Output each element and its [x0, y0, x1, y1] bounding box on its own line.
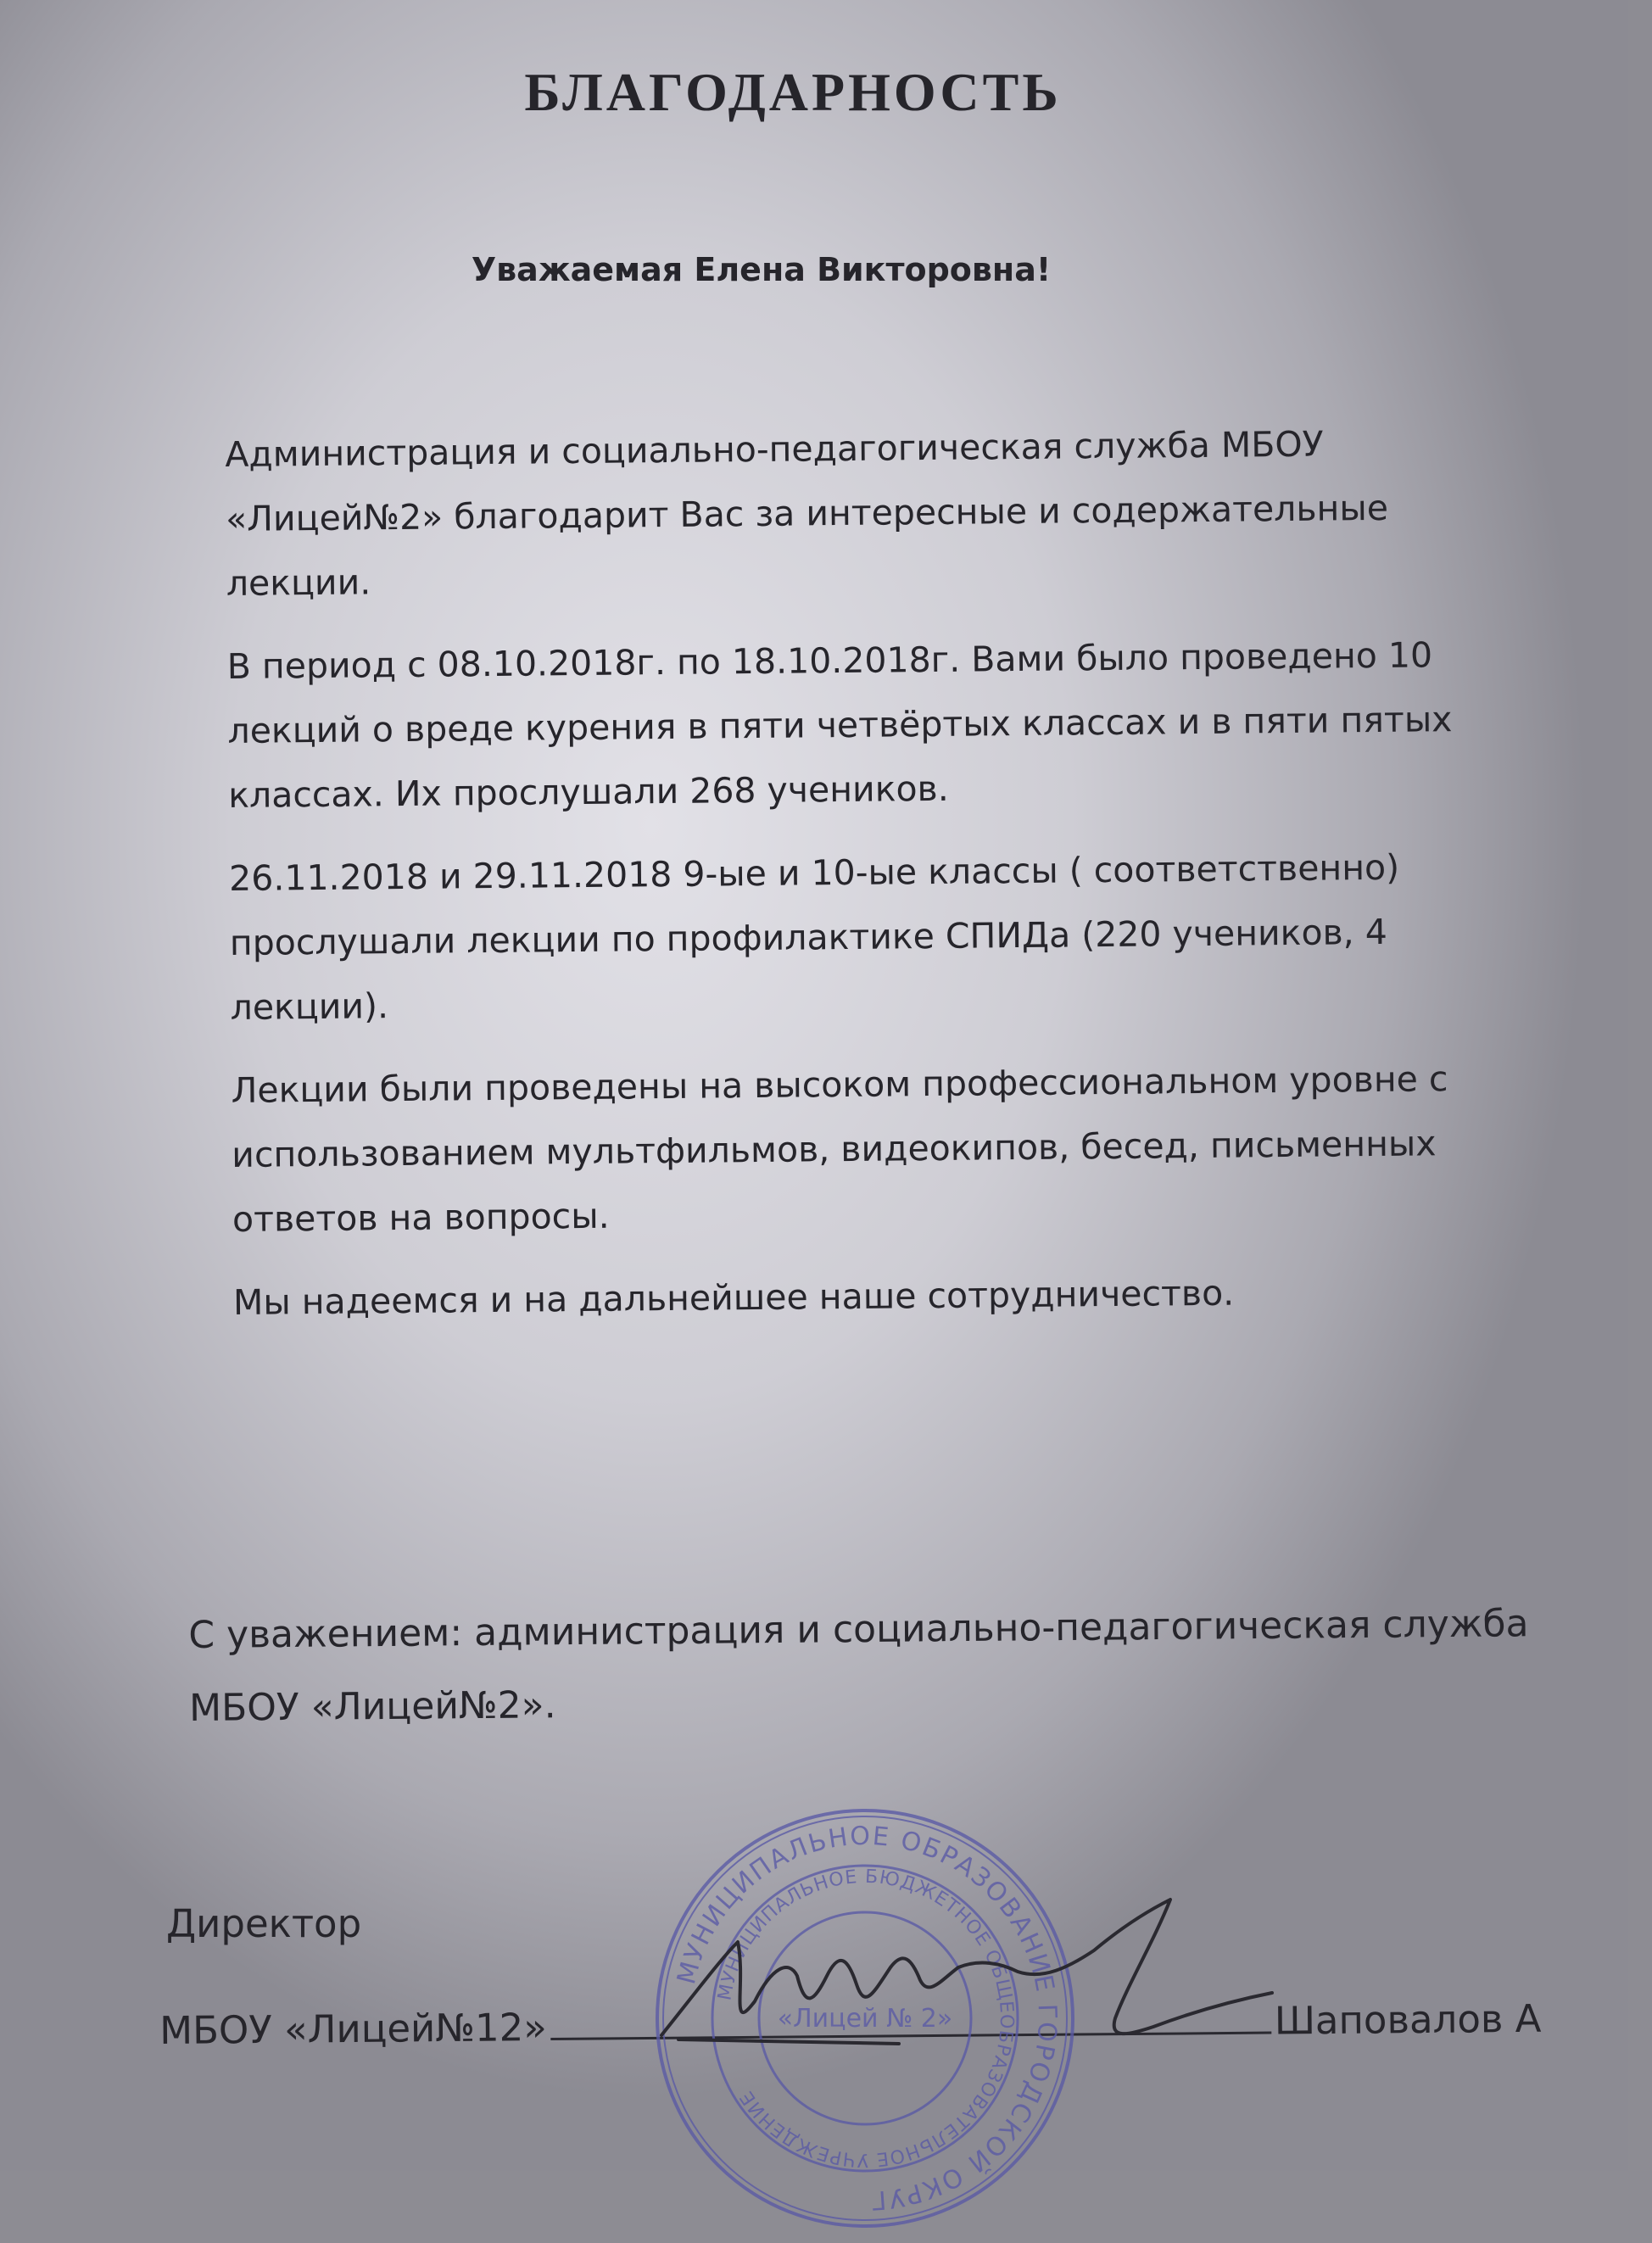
document-title: БЛАГОДАРНОСТЬ	[524, 62, 1062, 122]
salutation: Уважаемая Елена Викторовна!	[471, 251, 1052, 288]
paragraph-3: 26.11.2018 и 29.11.2018 9-ые и 10-ые классы ( соответственно) прослушали лекции по профилактике СПИДа (220 учеников, 4 лекции).	[228, 846, 1400, 1028]
school-name: МБОУ «Лицей№12»	[159, 2005, 548, 2053]
stamp-center-text: «Лицей № 2»	[777, 2004, 953, 2034]
closing-regards: С уважением: администрация и социально-педагогическая служба МБОУ «Лицей№2».	[188, 1602, 1529, 1730]
paragraph-5: Мы надеемся и на дальнейшее наше сотрудничество.	[232, 1272, 1235, 1323]
director-title: Директор	[166, 1901, 362, 1946]
director-name: Шаповалов А	[1274, 1995, 1542, 2044]
handwritten-signature	[645, 1866, 1289, 2086]
paragraph-2: В период с 08.10.2018г. по 18.10.2018г. Вами было проведено 10 лекций о вреде курения в пяти четвёртых классах и в пяти пятых классах. Их прослушали 268 учеников.	[226, 634, 1453, 816]
stamp-outer-text: МУНИЦИПАЛЬНОЕ ОБРАЗОВАНИЕ ГОРОДСКОЙ ОКРУГ	[672, 1821, 1063, 2216]
paragraph-4: Лекции были проведены на высоком профессиональном уровне с использованием мультфильмов, видеокипов, бесед, письменных ответов на вопросы.	[231, 1058, 1448, 1240]
stamp-inner-text: МУНИЦИПАЛЬНОЕ БЮДЖЕТНОЕ ОБЩЕОБРАЗОВАТЕЛЬНОЕ УЧРЕЖДЕНИЕ	[714, 1866, 1018, 2171]
paragraph-1: Администрация и социально-педагогическая служба МБОУ «Лицей№2» благодарит Вас за интересные и содержательные лекции.	[225, 423, 1389, 604]
letter-body	[225, 410, 1548, 1353]
